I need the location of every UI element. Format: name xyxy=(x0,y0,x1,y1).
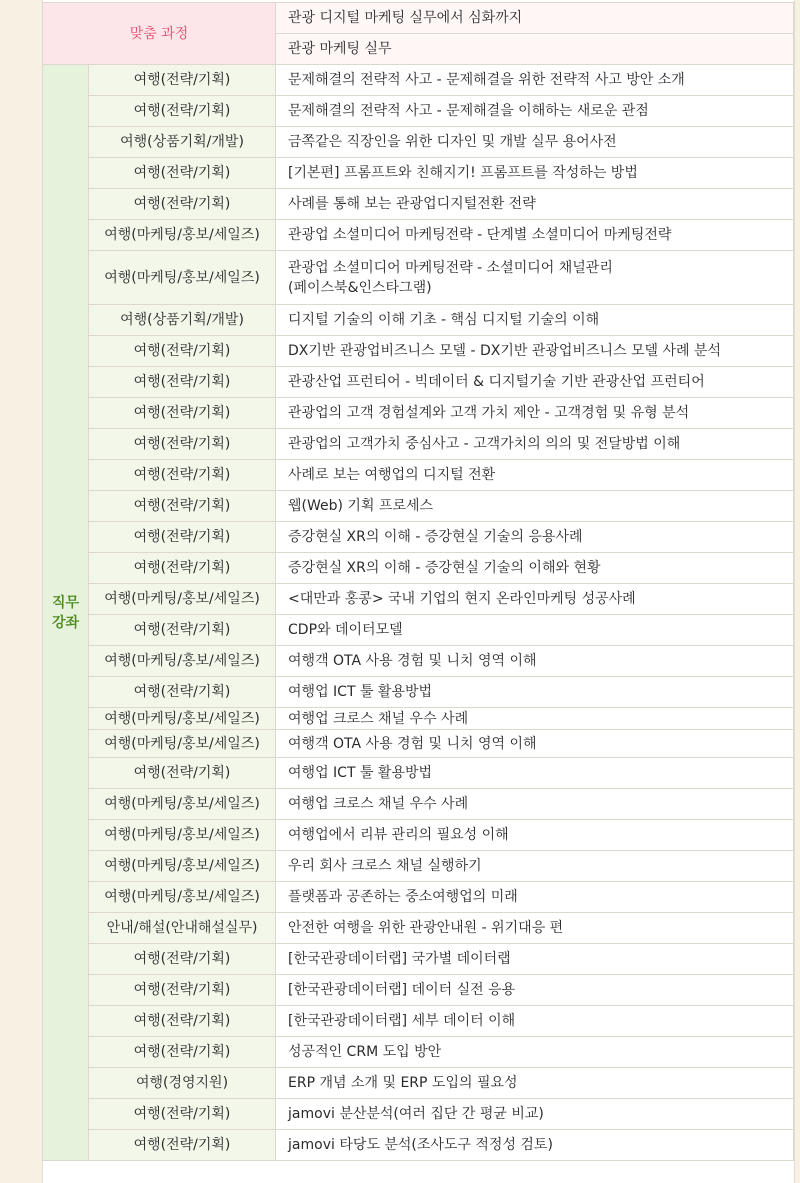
course-category: 여행(전략/기획) xyxy=(89,1037,276,1068)
course-row xyxy=(43,944,794,975)
course-title xyxy=(276,336,794,367)
course-title-text: [기본편] 프롬프트와 친해지기! 프롬프트를 작성하는 방법 xyxy=(288,165,638,181)
course-row xyxy=(43,305,794,336)
course-title-text: 여행객 OTA 사용 경험 및 니치 영역 이해 xyxy=(288,735,537,752)
course-title-text: 여행업에서 리뷰 관리의 필요성 이해 xyxy=(288,827,509,843)
course-category: 여행(전략/기획) xyxy=(89,336,276,367)
course-table xyxy=(42,2,794,1161)
course-title xyxy=(276,251,794,305)
course-row xyxy=(43,220,794,251)
course-row xyxy=(43,584,794,615)
course-category: 여행(마케팅/홍보/세일즈) xyxy=(89,646,276,677)
course-title-text: 사례로 보는 여행업의 디지털 전환 xyxy=(288,467,496,483)
course-row xyxy=(43,646,794,677)
custom-course-label: 맞춤 과정 xyxy=(43,3,276,65)
course-category: 여행(전략/기획) xyxy=(89,1130,276,1161)
course-title-text: 관광업 소셜미디어 마케팅전략 - 단계별 소셜미디어 마케팅전략 xyxy=(288,227,672,243)
course-category: 여행(전략/기획) xyxy=(89,758,276,789)
course-title-text: 여행업 크로스 채널 우수 사례 xyxy=(288,796,469,812)
course-category: 여행(전략/기획) xyxy=(89,158,276,189)
course-title-text: <대만과 홍콩> 국내 기업의 현지 온라인마케팅 성공사례 xyxy=(288,591,636,607)
course-title-text: jamovi 타당도 분석(조사도구 적정성 검토) xyxy=(288,1137,553,1153)
course-title-text: 여행업 ICT 툴 활용방법 xyxy=(288,765,433,781)
course-title-text: 관광업의 고객 경험설계와 고객 가치 제안 - 고객경험 및 유형 분석 xyxy=(288,405,690,421)
course-title xyxy=(276,615,794,646)
course-title-text: 성공적인 CRM 도입 방안 xyxy=(288,1044,442,1060)
course-row xyxy=(43,820,794,851)
course-row xyxy=(43,851,794,882)
course-title xyxy=(276,1068,794,1099)
course-category: 여행(전략/기획) xyxy=(89,491,276,522)
course-row xyxy=(43,429,794,460)
course-title xyxy=(276,65,794,96)
course-title xyxy=(276,189,794,220)
course-title xyxy=(276,429,794,460)
course-row xyxy=(43,1006,794,1037)
course-title-text: 여행업 크로스 채널 우수 사례 xyxy=(288,710,469,727)
course-category: 여행(마케팅/홍보/세일즈) xyxy=(89,820,276,851)
course-title xyxy=(276,584,794,615)
course-title xyxy=(276,553,794,584)
course-title-text: 우리 회사 크로스 채널 실행하기 xyxy=(288,858,482,874)
course-category: 여행(마케팅/홍보/세일즈) xyxy=(89,220,276,251)
course-title xyxy=(276,789,794,820)
course-title-text: [한국관광데이터랩] 세부 데이터 이해 xyxy=(288,1013,516,1029)
course-title xyxy=(276,367,794,398)
custom-course-item: 관광 마케팅 실무 xyxy=(276,34,794,65)
course-title xyxy=(276,522,794,553)
course-title-text: 문제해결의 전략적 사고 - 문제해결을 이해하는 새로운 관점 xyxy=(288,103,649,119)
course-title-text: 금쪽같은 직장인을 위한 디자인 및 개발 실무 용어사전 xyxy=(288,134,617,150)
course-title-text: 사례를 통해 보는 관광업디지털전환 전략 xyxy=(288,196,536,212)
course-title-text: 관광업 소셜미디어 마케팅전략 - 소셜미디어 채널관리 xyxy=(288,259,613,276)
course-category: 여행(마케팅/홍보/세일즈) xyxy=(89,851,276,882)
course-row xyxy=(43,398,794,429)
course-title-text: CDP와 데이터모델 xyxy=(288,622,403,638)
course-row xyxy=(43,1068,794,1099)
course-category: 여행(전략/기획) xyxy=(89,460,276,491)
custom-course-item: 관광 디지털 마케팅 실무에서 심화까지 xyxy=(276,3,794,34)
course-row xyxy=(43,789,794,820)
course-row xyxy=(43,460,794,491)
course-title xyxy=(276,1006,794,1037)
course-category: 여행(전략/기획) xyxy=(89,553,276,584)
course-title xyxy=(276,646,794,677)
course-title-text: ERP 개념 소개 및 ERP 도입의 필요성 xyxy=(288,1075,518,1091)
custom-course-row xyxy=(43,3,794,34)
course-title-text: 디지털 기술의 이해 기초 - 핵심 디지털 기술의 이해 xyxy=(288,312,600,328)
course-row xyxy=(43,882,794,913)
course-title xyxy=(276,1037,794,1068)
course-row xyxy=(43,615,794,646)
course-title xyxy=(276,851,794,882)
course-category: 여행(전략/기획) xyxy=(89,677,276,708)
course-title xyxy=(276,944,794,975)
course-category: 여행(상품기획/개발) xyxy=(89,127,276,158)
course-row xyxy=(43,677,794,708)
course-row xyxy=(43,708,794,730)
course-category: 안내/해설(안내해설실무) xyxy=(89,913,276,944)
job-course-label xyxy=(43,65,89,1161)
course-row xyxy=(43,127,794,158)
course-title xyxy=(276,96,794,127)
course-title xyxy=(276,158,794,189)
course-category: 여행(전략/기획) xyxy=(89,189,276,220)
course-title xyxy=(276,730,794,758)
course-row xyxy=(43,491,794,522)
course-title-text: 관광산업 프런티어 - 빅데이터 & 디지털기술 기반 관광산업 프런티어 xyxy=(288,374,705,390)
course-title-text: 증강현실 XR의 이해 - 증강현실 기술의 이해와 현황 xyxy=(288,560,601,576)
course-category: 여행(전략/기획) xyxy=(89,429,276,460)
course-category: 여행(경영지원) xyxy=(89,1068,276,1099)
course-title xyxy=(276,708,794,730)
course-category: 여행(마케팅/홍보/세일즈) xyxy=(89,708,276,730)
course-row xyxy=(43,336,794,367)
course-row xyxy=(43,158,794,189)
course-title xyxy=(276,820,794,851)
course-category: 여행(전략/기획) xyxy=(89,367,276,398)
course-category: 여행(마케팅/홍보/세일즈) xyxy=(89,882,276,913)
course-category: 여행(전략/기획) xyxy=(89,975,276,1006)
course-category: 여행(마케팅/홍보/세일즈) xyxy=(89,584,276,615)
course-title-text: 플랫폼과 공존하는 중소여행업의 미래 xyxy=(288,889,518,905)
course-row xyxy=(43,553,794,584)
course-title xyxy=(276,1099,794,1130)
course-title-text: DX기반 관광업비즈니스 모델 - DX기반 관광업비즈니스 모델 사례 분석 xyxy=(288,343,722,359)
course-row xyxy=(43,189,794,220)
course-row xyxy=(43,730,794,758)
course-category: 여행(마케팅/홍보/세일즈) xyxy=(89,789,276,820)
course-category: 여행(전략/기획) xyxy=(89,522,276,553)
course-title-text: 여행객 OTA 사용 경험 및 니치 영역 이해 xyxy=(288,653,537,669)
course-category: 여행(마케팅/홍보/세일즈) xyxy=(89,251,276,305)
course-title-text-line2: (페이스북&인스타그램) xyxy=(288,279,432,296)
course-title xyxy=(276,305,794,336)
course-title xyxy=(276,975,794,1006)
course-row xyxy=(43,758,794,789)
course-title-text: 관광업의 고객가치 중심사고 - 고객가치의 의의 및 전달방법 이해 xyxy=(288,436,681,452)
course-title xyxy=(276,491,794,522)
course-title xyxy=(276,677,794,708)
course-row xyxy=(43,913,794,944)
course-category: 여행(전략/기획) xyxy=(89,1099,276,1130)
job-course-label-line2: 강좌 xyxy=(51,614,80,631)
course-title-text: [한국관광데이터랩] 데이터 실전 응용 xyxy=(288,982,516,998)
course-title xyxy=(276,758,794,789)
course-category: 여행(전략/기획) xyxy=(89,1006,276,1037)
course-category: 여행(전략/기획) xyxy=(89,944,276,975)
course-row xyxy=(43,1037,794,1068)
course-title-text: 여행업 ICT 툴 활용방법 xyxy=(288,684,433,700)
course-title xyxy=(276,127,794,158)
course-title-text: 증강현실 XR의 이해 - 증강현실 기술의 응용사례 xyxy=(288,529,583,545)
course-title-text: [한국관광데이터랩] 국가별 데이터랩 xyxy=(288,951,511,967)
course-row xyxy=(43,367,794,398)
course-title-text: 안전한 여행을 위한 관광안내원 - 위기대응 편 xyxy=(288,920,564,936)
course-row xyxy=(43,251,794,305)
course-title xyxy=(276,882,794,913)
course-category: 여행(전략/기획) xyxy=(89,615,276,646)
course-row xyxy=(43,1130,794,1161)
course-category: 여행(상품기획/개발) xyxy=(89,305,276,336)
job-course-label-line1: 직무 xyxy=(51,594,80,611)
course-title-text: 웹(Web) 기획 프로세스 xyxy=(288,498,434,514)
course-row xyxy=(43,975,794,1006)
course-row xyxy=(43,522,794,553)
course-row xyxy=(43,65,794,96)
course-title xyxy=(276,1130,794,1161)
course-title-text: 문제해결의 전략적 사고 - 문제해결을 위한 전략적 사고 방안 소개 xyxy=(288,72,685,88)
course-category: 여행(전략/기획) xyxy=(89,398,276,429)
course-category: 여행(전략/기획) xyxy=(89,65,276,96)
course-title xyxy=(276,398,794,429)
course-category: 여행(전략/기획) xyxy=(89,96,276,127)
course-title xyxy=(276,913,794,944)
course-row xyxy=(43,1099,794,1130)
course-title-text: jamovi 분산분석(여러 집단 간 평균 비교) xyxy=(288,1106,544,1122)
course-title xyxy=(276,220,794,251)
course-category: 여행(마케팅/홍보/세일즈) xyxy=(89,730,276,758)
course-row xyxy=(43,96,794,127)
course-title xyxy=(276,460,794,491)
